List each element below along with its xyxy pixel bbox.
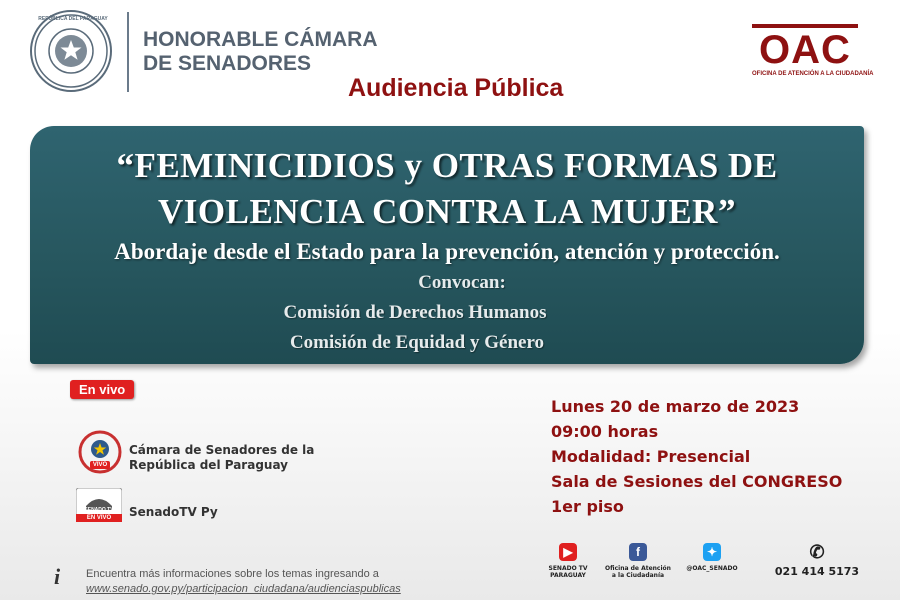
senate-live-label-line1: Cámara de Senadores de la	[129, 443, 315, 457]
institution-line2: DE SENADORES	[143, 52, 312, 75]
social-youtube[interactable]	[528, 543, 608, 579]
senate-live-logo	[78, 430, 122, 474]
senate-live-label-line2: República del Paraguay	[129, 458, 289, 472]
senadotv-logo-text: SENADO TV	[84, 507, 114, 513]
event-venue: Sala de Sesiones del CONGRESO	[551, 472, 843, 491]
social-facebook[interactable]	[598, 543, 678, 579]
twitter-icon: ✦	[703, 543, 721, 561]
oac-logo-text: OAC	[759, 28, 851, 72]
live-badge: En vivo	[70, 380, 134, 399]
event-modality: Modalidad: Presencial	[551, 447, 751, 466]
senate-live-label	[129, 443, 314, 473]
youtube-icon: ▶	[559, 543, 577, 561]
committee-item: Comisión de Derechos Humanos	[283, 302, 547, 323]
event-type-title: Audiencia Pública	[348, 74, 564, 102]
oac-logo-subtitle: OFICINA DE ATENCIÓN A LA CIUDADANÍA	[752, 71, 874, 77]
event-details	[551, 394, 842, 519]
oac-logo	[752, 24, 874, 80]
social-twitter[interactable]	[672, 543, 752, 572]
header-divider	[127, 12, 129, 92]
info-message: Encuentra más informaciones sobre los temas ingresando a	[86, 568, 379, 580]
event-time: 09:00 horas	[551, 422, 659, 441]
info-text	[86, 567, 401, 597]
info-icon: i	[53, 564, 61, 589]
social-facebook-label2: a la Ciudadanía	[611, 572, 665, 579]
social-facebook-label1: Oficina de Atención	[605, 565, 671, 572]
senadotv-logo-badge: EN VIVO	[86, 515, 112, 521]
seal-text: REPÚBLICA DEL PARAGUAY	[38, 16, 108, 22]
event-floor: 1er piso	[551, 497, 624, 516]
seal-emblem-icon	[32, 12, 110, 90]
facebook-icon: f	[629, 543, 647, 561]
senate-seal	[30, 10, 112, 92]
title-banner	[30, 126, 864, 364]
committee-item: Comisión de Equidad y Género	[289, 332, 545, 353]
institution-line1: HONORABLE CÁMARA	[143, 28, 378, 51]
banner-title-line2: VIOLENCIA CONTRA LA MUJER”	[158, 192, 736, 231]
senadotv-label: SenadoTV Py	[129, 505, 218, 519]
banner-subtitle: Abordaje desde el Estado para la prevención, atención y protección.	[114, 239, 780, 264]
banner-title-line1: “FEMINICIDIOS y OTRAS FORMAS DE	[116, 146, 778, 185]
convocan-label: Convocan:	[418, 272, 506, 293]
senate-live-logo-text: VIVO	[92, 462, 108, 468]
social-phone-label: 021 414 5173	[774, 565, 860, 578]
social-twitter-label: @OAC_SENADO	[686, 565, 738, 572]
event-date: Lunes 20 de marzo de 2023	[551, 397, 800, 416]
social-youtube-label2: PARAGUAY	[550, 572, 586, 579]
social-phone[interactable]	[767, 543, 867, 578]
institution-name	[143, 28, 378, 76]
info-url-link[interactable]: www.senado.gov.py/participacion_ciudadana/audienciaspublicas	[86, 583, 401, 595]
phone-icon: ✆	[809, 541, 825, 562]
social-youtube-label1: SENADO TV	[548, 565, 588, 572]
senadotv-logo	[76, 488, 122, 522]
